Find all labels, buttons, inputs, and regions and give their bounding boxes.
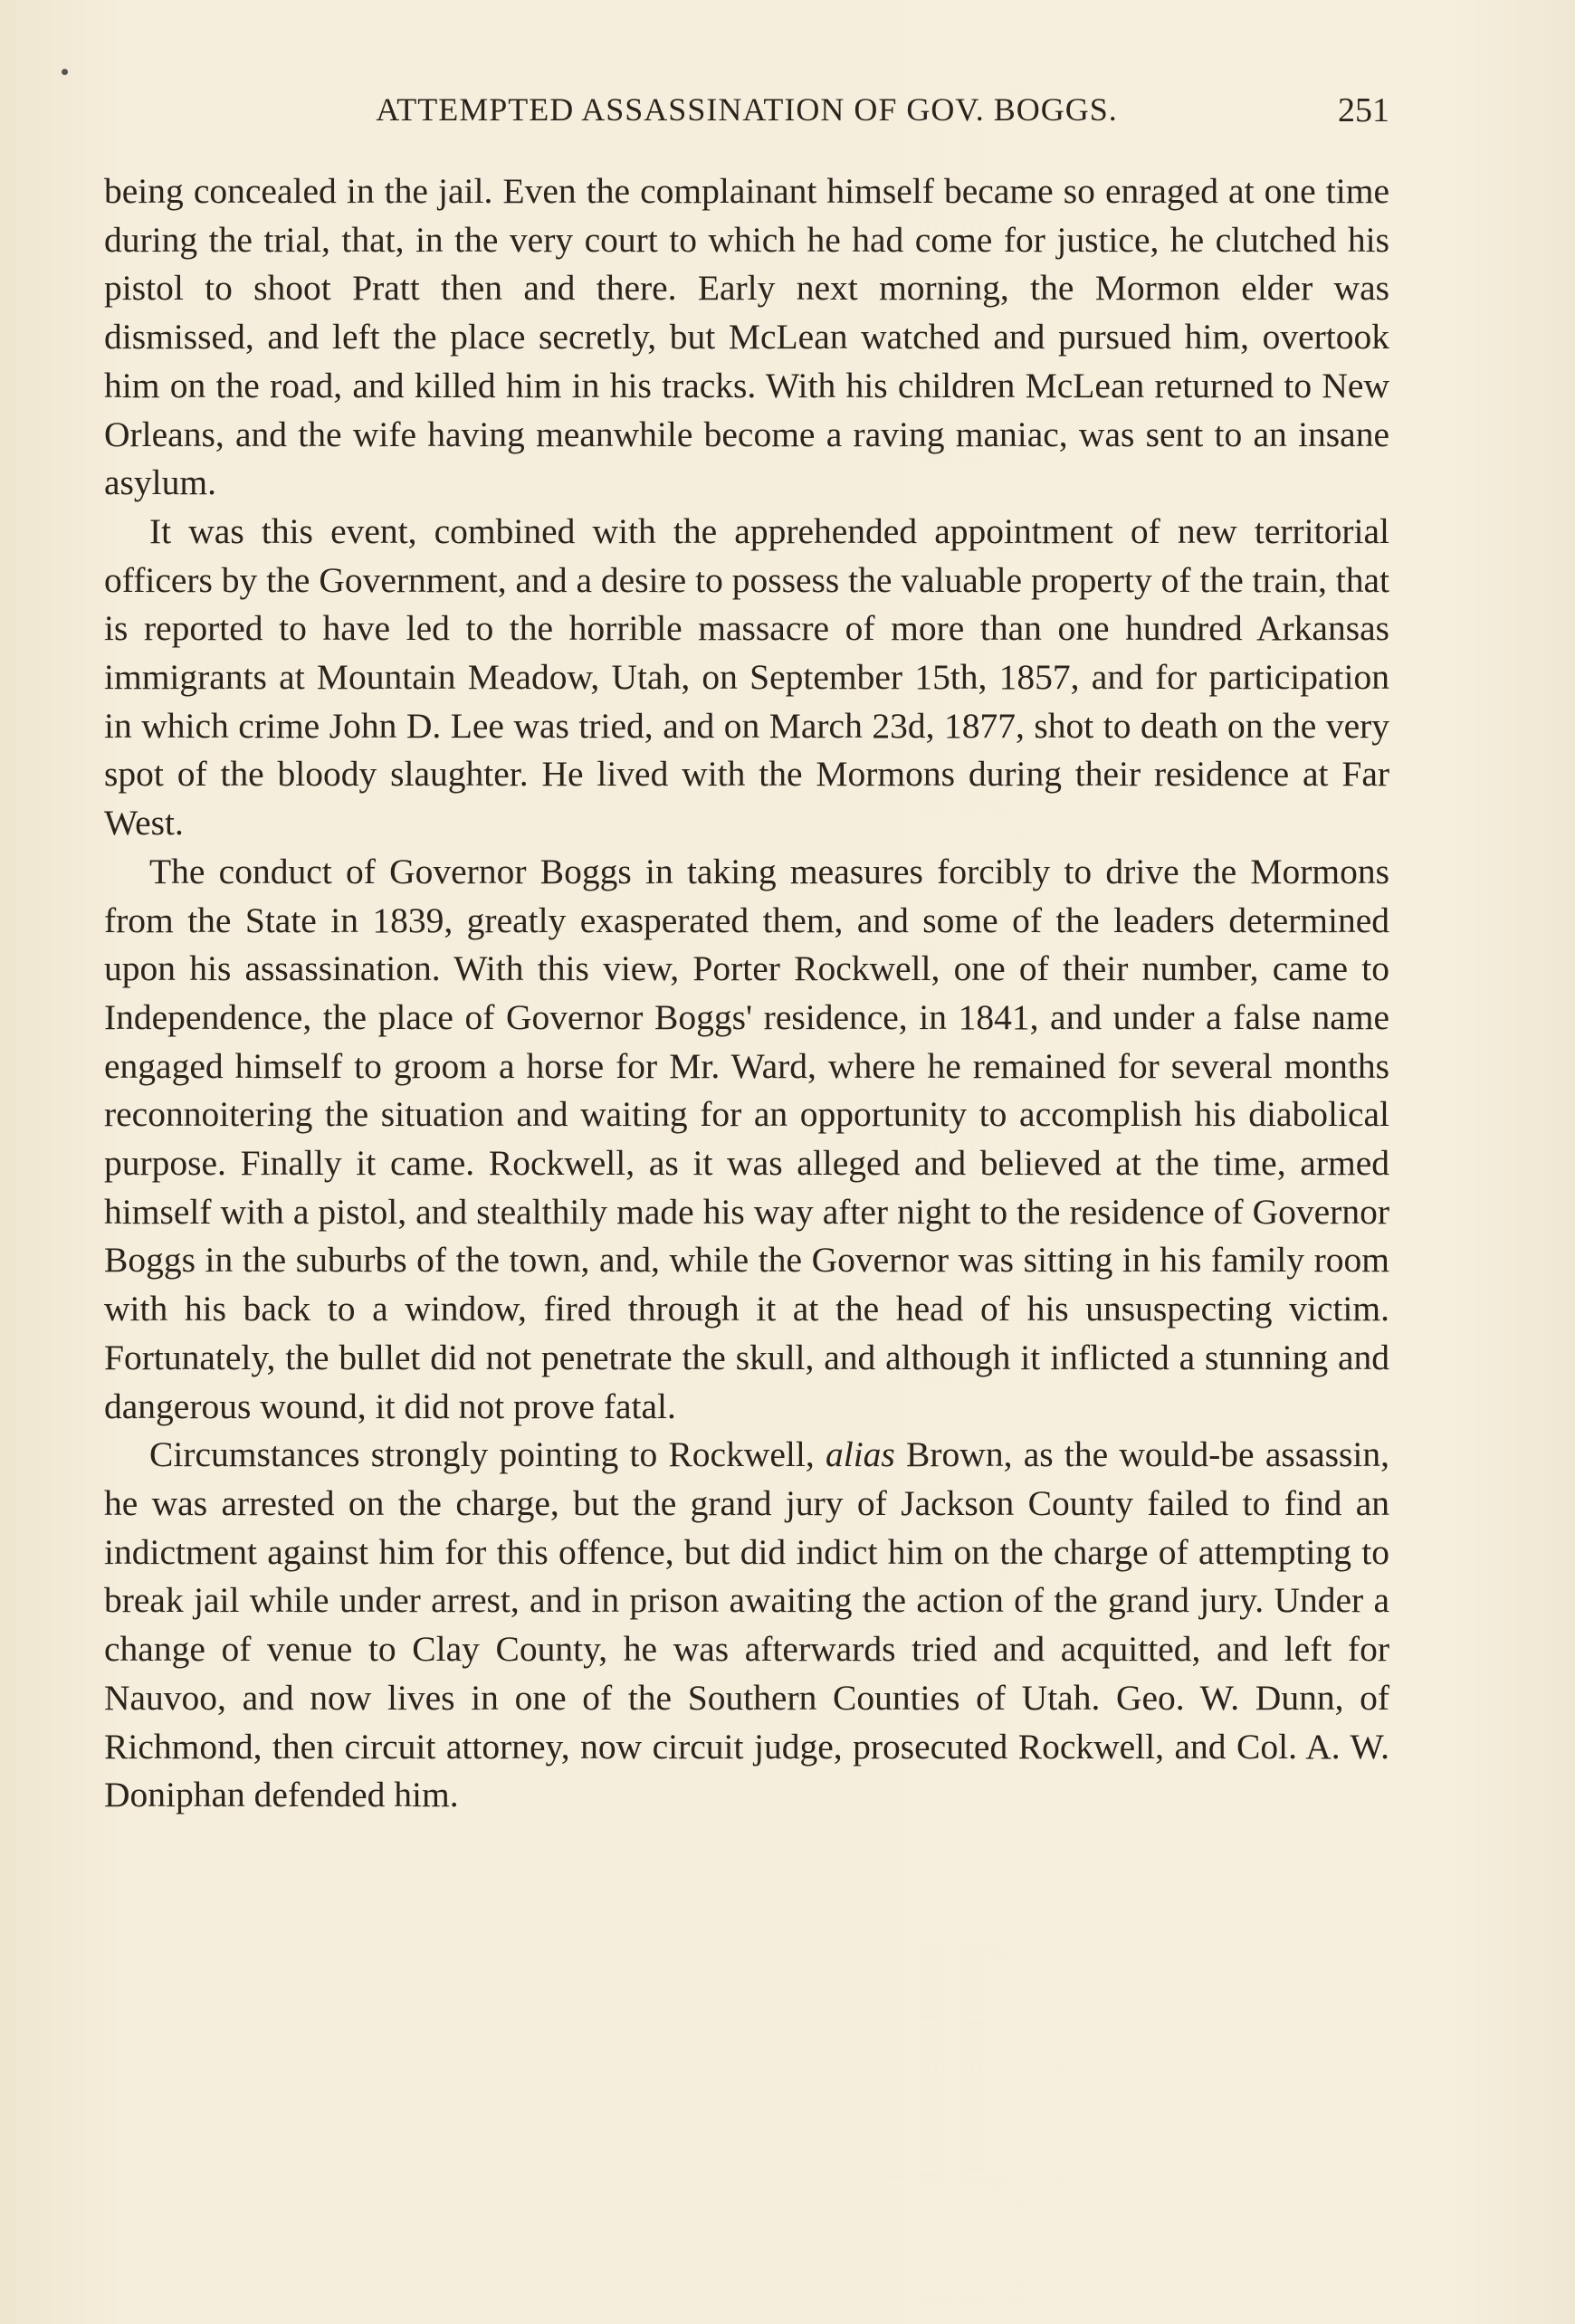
- paragraph-2: It was this event, combined with the apprehended appointment of new territorial officers by the Government, and a desire to possess the valuable property of the train, that is reported to have led to the horrible massacre of more than one hundred Arkansas immigrants at Mountain Meadow, Utah, on September 15th, 1857, and for participation in which crime John D. Lee was tried, and on March 23d, 1877, shot to death on the very spot of the bloody slaughter. He lived with the Mormons during their residence at Far West.: [104, 510, 1389, 843]
- running-title: ATTEMPTED ASSASSINATION OF GOV. BOGGS.: [376, 91, 1118, 128]
- paragraph-1: being concealed in the jail. Even the complainant himself became so enraged at one time during the trial, that, in the very court to which he had come for justice, he clutched his pistol to shoot Pratt then and there. Early next morning, the Mormon elder was dismissed, and left the place secretly, but McLean watched and pursued him, overtook him on the road, and killed him in his tracks. With his children McLean returned to New Orleans, and the wife having meanwhile become a raving maniac, was sent to an insane asylum.: [104, 171, 1389, 503]
- paragraph-4: [104, 1431, 1389, 1820]
- alias-italic: alias: [825, 1434, 895, 1475]
- paragraph-4-start: Circumstances strongly pointing to Rockwell,: [149, 1434, 826, 1475]
- paragraph-4-rest: Brown, as the would-be assassin, he was arrested on the charge, but the grand jury of Jackson County failed to find an indictment against him for this offence, but did indict him on the charge of attempting to break jail while under arrest, and in prison awaiting the action of the grand jury. Under a change of venue to Clay County, he was afterwards tried and acquitted, and left for Nauvoo, and now lives in one of the Southern Counties of Utah. Geo. W. Dunn, of Richmond, then circuit attorney, now circuit judge, prosecuted Rockwell, and Col. A. W. Doniphan defended him.: [104, 1434, 1389, 1815]
- paragraph-3: The conduct of Governor Boggs in taking measures forcibly to drive the Mormons from the State in 1839, greatly exasperated them, and some of the leaders determined upon his assassination. With this view, Porter Rockwell, one of their number, came to Independence, the place of Governor Boggs' residence, in 1841, and under a false name engaged himself to groom a horse for Mr. Ward, where he remained for several months reconnoitering the situation and waiting for an opportunity to accomplish his diabolical purpose. Finally it came. Rockwell, as it was alleged and believed at the time, armed himself with a pistol, and stealthily made his way after night to the residence of Governor Boggs in the suburbs of the town, and, while the Governor was sitting in his family room with his back to a window, fired through it at the head of his unsuspecting victim. Fortunately, the bullet did not penetrate the skull, and although it inflicted a stunning and dangerous wound, it did not prove fatal.: [104, 851, 1389, 1426]
- page-number: 251: [1338, 91, 1389, 129]
- body-text: [104, 167, 1389, 1820]
- margin-speck: [62, 69, 68, 75]
- page-header: [104, 90, 1389, 136]
